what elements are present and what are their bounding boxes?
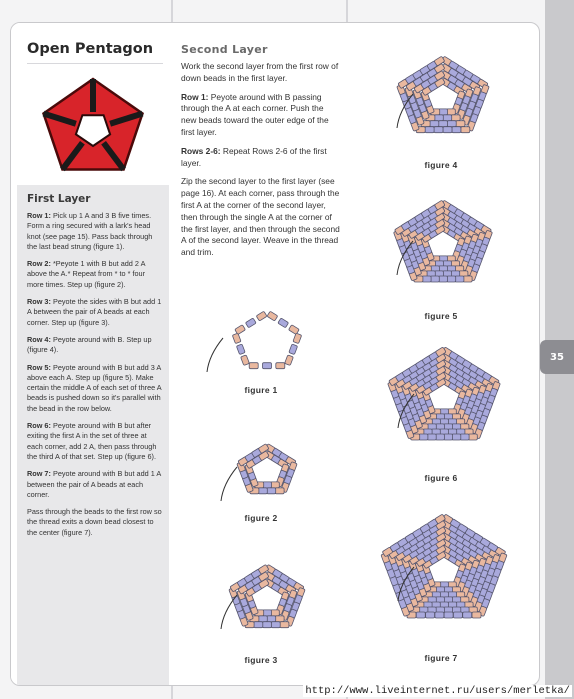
figure-2-diagram <box>203 415 323 523</box>
bead-b <box>460 434 469 440</box>
bead-b <box>430 276 439 282</box>
first-layer-heading: First Layer <box>27 193 91 205</box>
bead-b <box>258 488 267 494</box>
instruction-paragraph <box>181 92 341 139</box>
figure-1-caption: figure 1 <box>244 385 278 395</box>
first-layer-steps <box>27 211 163 545</box>
instruction-paragraph <box>27 507 163 538</box>
page-title: Open Pentagon <box>27 41 154 57</box>
content-panel <box>10 22 540 686</box>
instruction-paragraph <box>181 176 341 259</box>
bead-b <box>463 612 472 618</box>
bead-b <box>452 434 461 440</box>
thread-line <box>221 467 237 501</box>
instruction-paragraph <box>27 421 163 462</box>
row-label: Row 7: <box>27 469 51 479</box>
row-text: Repeat Rows 2-6 of the first layer. <box>181 145 327 168</box>
figure-6-diagram <box>355 323 525 469</box>
row-label: Row 1: <box>27 211 51 220</box>
bead-a <box>451 115 460 121</box>
bead-b <box>447 276 456 282</box>
bead-a <box>249 363 258 369</box>
bead-b <box>447 121 456 127</box>
bead-b <box>439 276 448 282</box>
left-column <box>11 23 169 685</box>
row-label: Row 4: <box>27 334 51 344</box>
figure-1-diagram <box>203 295 323 385</box>
second-layer-text <box>181 61 341 266</box>
figure-4-diagram <box>369 33 509 159</box>
figure-3-diagram <box>203 541 323 653</box>
row-label: Row 5: <box>27 362 51 372</box>
bead-b <box>425 127 434 133</box>
bead-b <box>430 121 439 127</box>
row-text: Peyote around with B but after exiting the first A in the set of three at each corner, add 2 A, then pass through the third A of that set. Step up (figure 6). <box>27 421 157 461</box>
bead-a <box>461 127 470 133</box>
row-label: Row 3: <box>27 297 51 307</box>
instruction-paragraph <box>27 469 163 500</box>
bead-b <box>444 434 453 440</box>
bead-b <box>254 622 263 628</box>
thread-line <box>207 338 223 372</box>
bead-a <box>276 363 285 369</box>
bead-b <box>435 434 444 440</box>
instruction-paragraph <box>27 211 163 252</box>
row-text: Peyote the sides with B but add 1 A between the pair of A beads at each corner. Step up (figure 3). <box>27 297 162 327</box>
bead-a <box>280 622 289 628</box>
bead-b <box>453 612 462 618</box>
figure-3-caption: figure 3 <box>244 655 278 665</box>
row-label: Row 6: <box>27 421 51 431</box>
right-column <box>347 23 539 685</box>
source-url[interactable]: http://www.liveinternet.ru/users/merletka/ <box>305 685 570 697</box>
bead-b <box>426 612 435 618</box>
figure-7-caption: figure 7 <box>424 653 458 663</box>
bead-b <box>434 115 443 121</box>
bead-b <box>439 121 448 127</box>
title-rule <box>27 63 163 64</box>
bead-a <box>468 434 477 440</box>
row-text: Pick up 1 A and 3 B five times. Form a ring secured with a lark's head knot (see page 15). Pass back through the last bead strung (figure 1). <box>27 211 153 251</box>
bead-a <box>235 325 246 335</box>
bead-a <box>463 276 472 282</box>
figure-4-caption: figure 4 <box>424 160 458 170</box>
figure-5-caption: figure 5 <box>424 311 458 321</box>
bead-a <box>293 333 302 344</box>
bead-b <box>443 127 452 133</box>
row-text: Zip the second layer to the first layer (see page 16). At each corner, pass through the first A at the corner of the second layer, then through the single A at the corner of the first layer, and then through the second A of the second layer. Weave in the thread and trim. <box>181 176 340 258</box>
second-layer-heading: Second Layer <box>181 43 268 56</box>
figure-6-caption: figure 6 <box>424 473 458 483</box>
figure-7-diagram <box>353 489 527 649</box>
bead-b <box>443 115 452 121</box>
bead-b <box>263 622 272 628</box>
beaded-pentagon-photo <box>33 73 153 183</box>
row-text: Peyote around with B. Step up (figure 4). <box>27 334 152 355</box>
instruction-paragraph <box>27 297 163 328</box>
bead-a <box>241 355 250 366</box>
instruction-paragraph <box>181 146 341 170</box>
bead-a <box>285 355 294 366</box>
row-text: Peyote around with B passing through the A at each corner. Push the new beads toward the outer edge of the first layer. <box>181 91 329 137</box>
row-text: Peyote around with B but add 3 A above each A. Step up (figure 5). Make certain the middle A of each set of three A beads is pushed down so it's parallel with the bead in the row below. <box>27 362 162 413</box>
bead-b <box>258 616 267 622</box>
bead-b <box>267 488 276 494</box>
row-text: Work the second layer from the first row of down beads in the first layer. <box>181 61 339 83</box>
bead-b <box>278 318 289 328</box>
instruction-paragraph <box>27 363 163 414</box>
instruction-paragraph <box>181 61 341 85</box>
row-label: Row 1: <box>181 91 209 102</box>
page-number-tab: 35 <box>540 340 574 374</box>
figure-2-caption: figure 2 <box>244 513 278 523</box>
bead-b <box>455 276 464 282</box>
row-text: Peyote around with B but add 1 A between the pair of A beads at each corner. <box>27 469 161 499</box>
bead-a <box>256 311 267 321</box>
bead-a <box>267 311 278 321</box>
instruction-paragraph <box>27 259 163 290</box>
figure-5-diagram <box>361 178 517 308</box>
bead-b <box>452 127 461 133</box>
row-text: *Peyote 1 with B but add 2 A above the A.* Repeat from * to * four more times. Step up (figure 2). <box>27 259 146 289</box>
row-label: Rows 2-6: <box>181 145 221 156</box>
bead-a <box>275 616 284 622</box>
bead-a <box>232 333 241 344</box>
instruction-paragraph <box>27 335 163 356</box>
bead-b <box>427 434 436 440</box>
bead-b <box>245 318 256 328</box>
bead-b <box>263 363 272 369</box>
bead-a <box>275 488 284 494</box>
row-label: Row 2: <box>27 259 51 269</box>
bead-b <box>422 276 431 282</box>
bead-b <box>236 344 245 355</box>
bead-b <box>419 434 428 440</box>
bead-b <box>444 612 453 618</box>
bead-b <box>267 616 276 622</box>
row-text: Pass through the beads to the first row so the thread exits a down bead closest to the center (figure 7). <box>27 507 162 537</box>
bead-b <box>416 612 425 618</box>
bead-b <box>434 127 443 133</box>
middle-column <box>173 23 345 685</box>
bead-a <box>288 325 299 335</box>
bead-b <box>435 612 444 618</box>
bead-b <box>271 622 280 628</box>
bead-a <box>472 612 481 618</box>
bead-a <box>456 121 465 127</box>
bead-b <box>289 344 298 355</box>
